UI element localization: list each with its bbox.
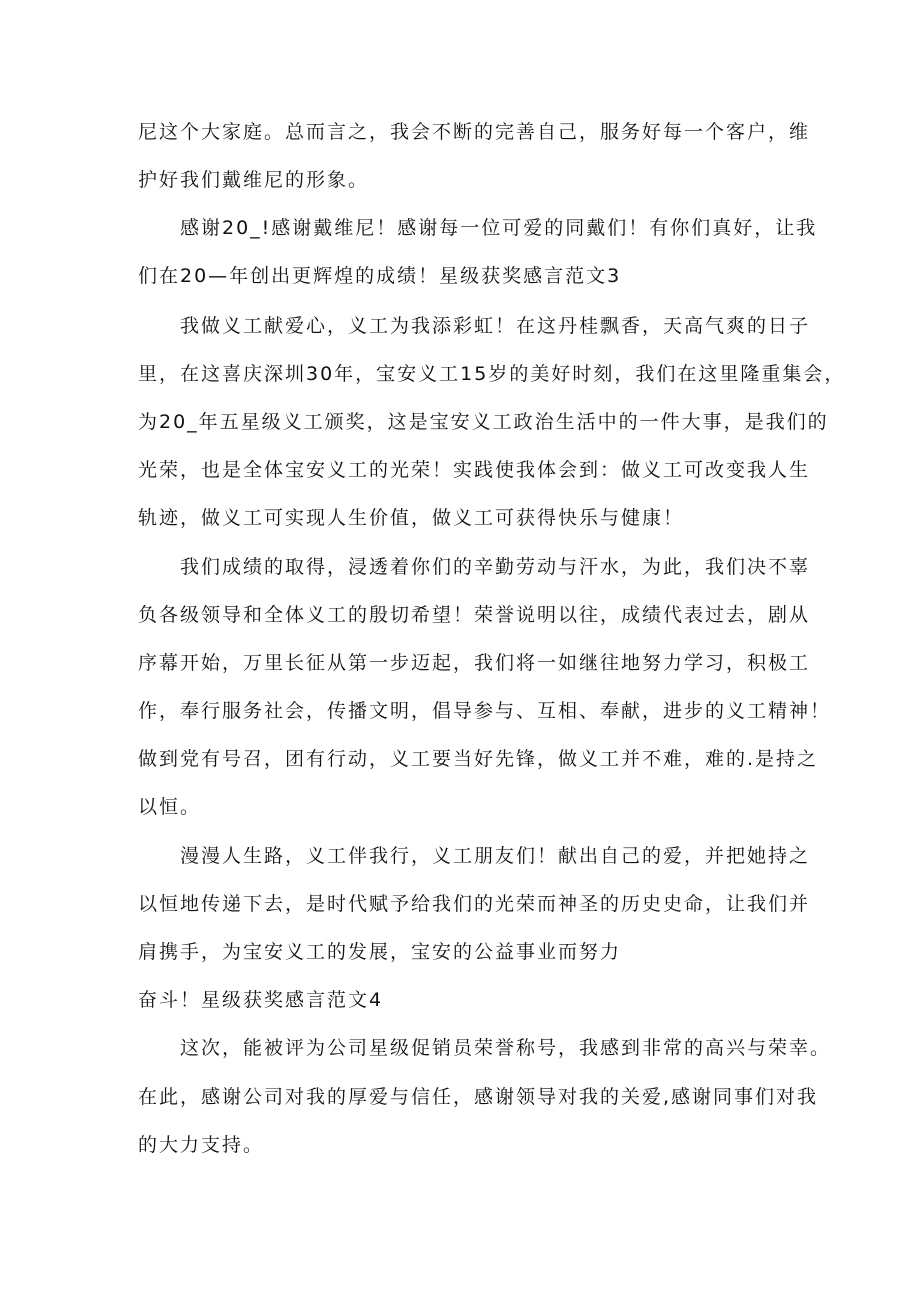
text-line: 在此，感谢公司对我的厚爱与信任，感谢领导对我的关爱,感谢同事们对我	[138, 1086, 819, 1108]
text-line: 的大力支持。	[138, 1134, 265, 1156]
text-line: 光荣，也是全体宝安义工的光荣！实践使我体会到：做义工可改变我人生	[138, 459, 811, 481]
text-line: 序幕开始，万里长征从第一步迈起，我们将一如继往地努力学习，积极工	[138, 652, 811, 674]
text-line: 我们成绩的取得，浸透着你们的辛勤劳动与汗水，为此，我们决不辜	[180, 556, 811, 578]
text-line: 尼这个大家庭。总而言之，我会不断的完善自己，服务好每一个客户，维	[138, 121, 811, 143]
text-line: 负各级领导和全体义工的殷切希望！荣誉说明以往，成绩代表过去，剧从	[138, 604, 811, 626]
text-line: 们在20—年创出更辉煌的成绩！星级获奖感言范文3	[138, 265, 622, 287]
text-line: 漫漫人生路，义工伴我行，义工朋友们！献出自己的爱，并把她持之	[180, 845, 811, 867]
text-line: 肩携手，为宝安义工的发展，宝安的公益事业而努力	[138, 941, 622, 963]
text-line: 轨迹，做义工可实现人生价值，做义工可获得快乐与健康！	[138, 507, 685, 529]
text-line: 感谢20_!感谢戴维尼！感谢每一位可爱的同戴们！有你们真好，让我	[180, 217, 818, 239]
text-line: 作，奉行服务社会，传播文明，倡导参与、互相、奉献，进步的义工精神！	[138, 700, 832, 722]
text-line: 以恒地传递下去，是时代赋予给我们的光荣而神圣的历史史命，让我们并	[138, 893, 811, 915]
text-line: 这次，能被评为公司星级促销员荣誉称号，我感到非常的高兴与荣幸。	[180, 1037, 832, 1059]
text-line: 护好我们戴维尼的形象。	[138, 169, 370, 191]
text-line: 我做义工献爱心，义工为我添彩虹！在这丹桂飘香，天高气爽的日子	[180, 315, 811, 337]
text-line: 以恒。	[138, 796, 202, 818]
text-line: 做到党有号召，团有行动，义工要当好先锋，做义工并不难，难的.是持之	[138, 748, 819, 770]
text-line: 为20_年五星级义工颁奖，这是宝安义工政治生活中的一件大事，是我们的	[138, 411, 829, 433]
text-line: 里，在这喜庆深圳30年，宝安义工15岁的美好时刻，我们在这里隆重集会，	[138, 363, 846, 385]
text-line: 奋斗！星级获奖感言范文4	[138, 989, 384, 1011]
